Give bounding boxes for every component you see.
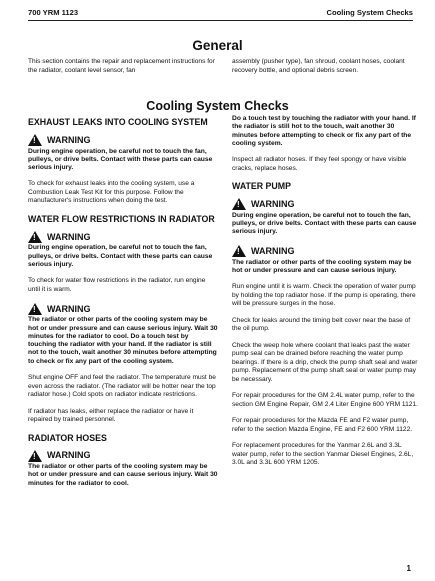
paragraph: If radiator has leaks, either replace the radiator or have it repaired by trained personnel. bbox=[28, 407, 194, 424]
paragraph: Run engine until it is warm. Check the operation of water pump by holding the top radiator hose. If the pump is operating, there will be pressure surges in the hose. bbox=[232, 283, 416, 308]
exhaust-leaks-heading: EXHAUST LEAKS INTO COOLING SYSTEM bbox=[28, 117, 208, 127]
warning-icon bbox=[28, 231, 42, 243]
paragraph: Check the weep hole where coolant that leaks past the water pump seal can be drained before reaching the water pump bearings. If there is a drip, check the pump shaft seal and water pump. Replacement of the pump shaft seal or water pump may be necessary. bbox=[232, 341, 418, 383]
warning-heading: ! WARNING bbox=[28, 302, 218, 315]
paragraph: Check for leaks around the timing belt cover near the base of the oil pump. bbox=[232, 316, 411, 333]
right-column bbox=[232, 115, 418, 476]
paragraph: For repair procedures for the Mazda FE and F2 water pump, refer to the section Mazda Engine, FE and F2 600 YRM 1122. bbox=[232, 417, 413, 433]
document-number: 700 YRM 1123 bbox=[28, 8, 79, 17]
radiator-hoses-heading: RADIATOR HOSES bbox=[28, 432, 107, 443]
paragraph: For repair procedures for the GM 2.4L water pump, refer to the section GM Engine Repair, GM 2.4 Liter Engine 600 YRM 1121. bbox=[232, 392, 418, 408]
header-rule bbox=[28, 20, 413, 21]
warning-heading: ! WARNING bbox=[232, 198, 418, 211]
page-header bbox=[28, 8, 413, 20]
paragraph: For replacement procedures for the Yanmar 2.6L and 3.3L water pump, refer to the section Yanmar Diesel Engines, 2.6L, 3.0L and 3.3L 600 YRM 1205. bbox=[232, 442, 414, 467]
warning-heading: ! WARNING bbox=[28, 134, 218, 147]
water-pump-heading: WATER PUMP bbox=[232, 181, 291, 192]
warning-text: During engine operation, be careful not to touch the fan, pulleys, or drive belts. Contact with these parts can cause serious injury. bbox=[232, 211, 417, 236]
warning-icon bbox=[28, 303, 42, 315]
paragraph: To check for water flow restrictions in the radiator, run engine until it is warm. bbox=[28, 277, 206, 293]
left-column bbox=[28, 117, 218, 496]
warning-heading: ! WARNING bbox=[232, 245, 418, 258]
warning-icon bbox=[28, 134, 42, 146]
paragraph: Shut engine OFF and feel the radiator. The temperature must be even across the radiator. (The radiator will be hotter near the top radiator hose.) Cold spots on radiator indicate restrictions. bbox=[28, 374, 216, 399]
warning-text: The radiator or other parts of the cooling system may be hot or under pressure and can cause serious injury. Wait 30 minutes for the radiator to cool. bbox=[28, 463, 218, 487]
intro-right: assembly (pusher type), fan shroud, coolant hoses, coolant recovery bottle, and optional debris screen. bbox=[232, 58, 405, 74]
warning-text-continued: Do a touch test by touching the radiator with your hand. If the radiator is still hot to the touch, wait another 30 minutes before attempting to check or fix any part of the cooling system. bbox=[232, 115, 416, 147]
warning-icon bbox=[28, 450, 42, 462]
page-title: General bbox=[192, 38, 243, 53]
warning-heading: ! WARNING bbox=[28, 230, 218, 243]
warning-text: The radiator or other parts of the cooling system may be hot or under pressure and can cause serious injury. Wait 30 minutes for the radiator to cool. Do a touch test by touching the radiator with your hand. If the radiator is still not to the touch, wait another 30 minutes before attempting to check or fix any part of the cooling system. bbox=[28, 316, 218, 365]
section-title: Cooling System Checks bbox=[146, 99, 289, 113]
water-flow-heading: WATER FLOW RESTRICTIONS IN RADIATOR bbox=[28, 213, 215, 224]
warning-text: During engine operation, be careful not to touch the fan, pulleys, or drive belts. Contact with these parts can cause serious injury. bbox=[28, 147, 213, 172]
page-number: 1 bbox=[406, 564, 411, 573]
warning-icon bbox=[232, 198, 246, 210]
intro-left: This section contains the repair and replacement instructions for the radiator, coolant level sensor, fan bbox=[28, 58, 215, 74]
warning-icon bbox=[232, 245, 246, 257]
warning-text: The radiator or other parts of the cooling system may be hot or under pressure and can cause serious injury. bbox=[232, 258, 412, 274]
warning-heading: ! WARNING bbox=[28, 449, 218, 462]
warning-text: During engine operation, be careful not to touch the fan, pulleys, or drive belts. Contact with these parts can cause serious injury. bbox=[28, 244, 213, 268]
header-section-title: Cooling System Checks bbox=[326, 8, 413, 17]
paragraph: Inspect all radiator hoses. If they feel spongy or have visible cracks, replace hoses. bbox=[232, 156, 407, 172]
paragraph: To check for exhaust leaks into the cooling system, use a Combustion Leak Test Kit for this purpose. Follow the manufacturer's instructions when doing the test. bbox=[28, 180, 195, 205]
